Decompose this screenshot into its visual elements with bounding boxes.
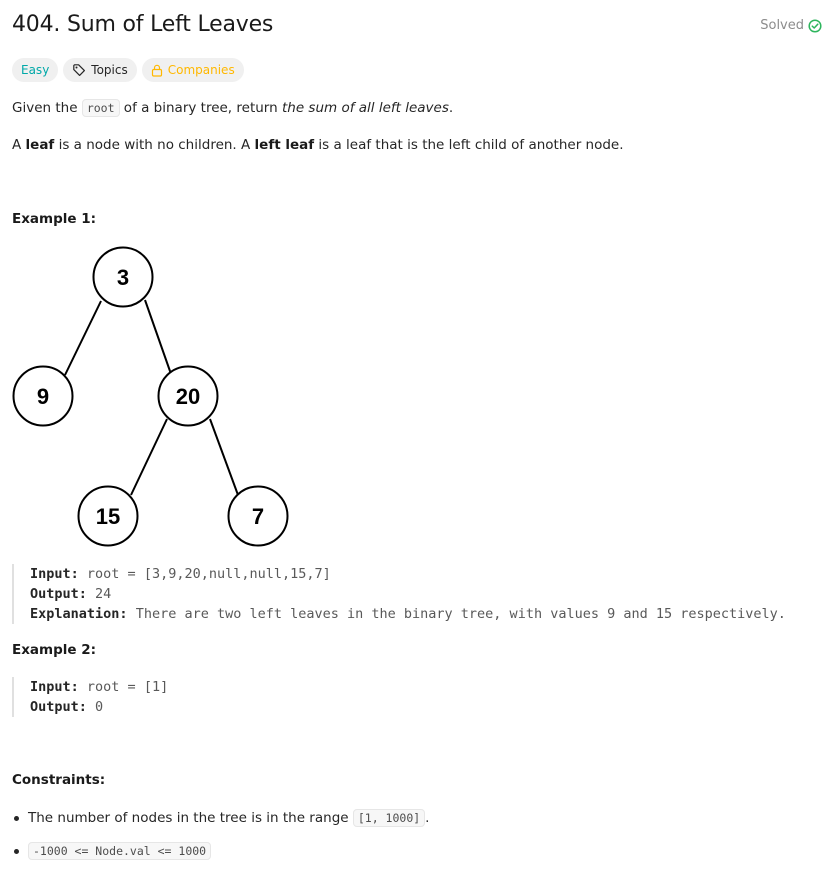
desc1-text-b: of a binary tree, return — [119, 100, 282, 116]
desc1-text-c: . — [448, 100, 454, 116]
desc2-text-b: is a node with no children. A — [54, 137, 255, 153]
difficulty-label: Easy — [21, 63, 50, 77]
desc2-text-c: is a leaf that is the left child of another node. — [314, 137, 624, 153]
description-paragraph-2 — [12, 137, 624, 153]
example-1-block — [12, 564, 786, 624]
input-label: Input: — [30, 566, 79, 582]
example-1-input-line — [30, 564, 786, 584]
example-2-heading: Example 2: — [12, 642, 97, 658]
constraint-1-text: The number of nodes in the tree is in the range — [28, 810, 353, 826]
problem-title: 404. Sum of Left Leaves — [12, 12, 274, 37]
desc2-text-a: A — [12, 137, 26, 153]
desc1-text-a: Given the — [12, 100, 82, 116]
difficulty-tag[interactable] — [12, 58, 58, 82]
explanation-label: Explanation: — [30, 606, 128, 622]
edge-3-20 — [145, 300, 171, 374]
companies-tag[interactable] — [142, 58, 244, 82]
input-value: root = [3,9,20,null,null,15,7] — [86, 566, 331, 582]
desc1-emphasis: the sum of all left leaves — [281, 100, 449, 116]
example-1-output-line — [30, 584, 786, 604]
tag-row — [12, 58, 244, 82]
edge-3-9 — [65, 301, 101, 375]
edge-20-7 — [210, 419, 238, 495]
solved-label: Solved — [760, 18, 804, 33]
companies-label: Companies — [167, 63, 235, 77]
topics-label: Topics — [91, 63, 128, 77]
example-2-output-line — [30, 697, 168, 717]
constraint-1-suffix: . — [425, 810, 430, 826]
example-2-input-line — [30, 677, 168, 697]
output-label: Output: — [30, 586, 87, 602]
check-circle-icon — [808, 19, 822, 33]
node-root-label: 3 — [116, 265, 130, 290]
tag-icon — [72, 63, 86, 77]
constraint-item — [12, 806, 429, 830]
node-right-right-label: 7 — [251, 504, 265, 529]
constraint-item — [12, 839, 429, 863]
desc2-bold-left-leaf: left leaf — [254, 137, 315, 153]
input-label: Input: — [30, 679, 79, 695]
example-1-explanation-line — [30, 604, 786, 624]
example-1-heading: Example 1: — [12, 211, 97, 227]
input-value: root = [1] — [86, 679, 169, 695]
constraints-list — [12, 806, 429, 872]
lock-icon — [151, 64, 163, 77]
description-paragraph-1 — [12, 100, 453, 116]
node-right-left-label: 15 — [95, 504, 121, 529]
solved-status — [760, 18, 822, 33]
example-2-block — [12, 677, 168, 717]
constraint-2-code: -1000 <= Node.val <= 1000 — [28, 842, 211, 860]
node-left-label: 9 — [36, 384, 50, 409]
topics-tag[interactable] — [63, 58, 136, 82]
output-value: 0 — [95, 699, 104, 715]
desc2-bold-leaf: leaf — [25, 137, 55, 153]
output-value: 24 — [95, 586, 112, 602]
output-label: Output: — [30, 699, 87, 715]
node-right-label: 20 — [175, 384, 201, 409]
example-1-tree-diagram — [0, 230, 300, 550]
explanation-value: There are two left leaves in the binary tree, with values 9 and 15 respectively. — [135, 606, 786, 622]
constraint-1-code: [1, 1000] — [353, 809, 425, 827]
root-code: root — [82, 99, 120, 117]
constraints-heading: Constraints: — [12, 772, 106, 788]
edge-20-15 — [131, 419, 167, 495]
